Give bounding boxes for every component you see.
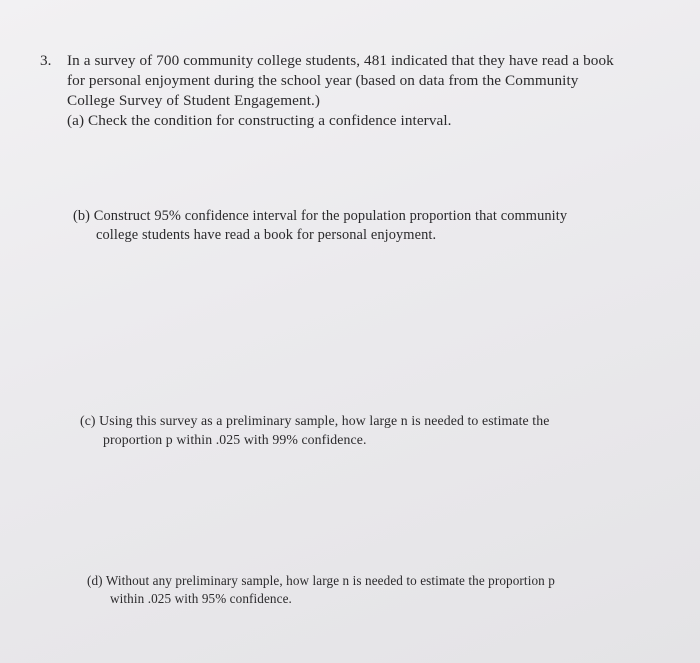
part-d-line: (d) Without any preliminary sample, how large n is needed to estimate the proportion p — [87, 573, 555, 588]
part-b-line: (b) Construct 95% confidence interval for the population proportion that community — [73, 208, 568, 224]
part-c-line: proportion p within .025 with 99% confidence. — [103, 432, 367, 447]
part-d-line: within .025 with 95% confidence. — [110, 591, 292, 606]
part-c-line: (c) Using this survey as a preliminary sample, how large n is needed to estimate the — [80, 413, 550, 428]
stem-line: In a survey of 700 community college students, 481 indicated that they have read a book — [67, 52, 614, 69]
part-a — [67, 111, 452, 131]
part-d — [87, 572, 555, 608]
part-b-line: college students have read a book for personal enjoyment. — [96, 227, 437, 243]
stem-line: for personal enjoyment during the school year (based on data from the Community — [67, 72, 579, 89]
question-number: 3. — [40, 52, 52, 69]
part-a-text: (a) Check the condition for constructing a confidence interval. — [67, 112, 452, 129]
part-b — [73, 207, 567, 245]
part-c — [80, 411, 549, 449]
stem-line: College Survey of Student Engagement.) — [67, 92, 321, 109]
question-stem — [67, 51, 614, 111]
